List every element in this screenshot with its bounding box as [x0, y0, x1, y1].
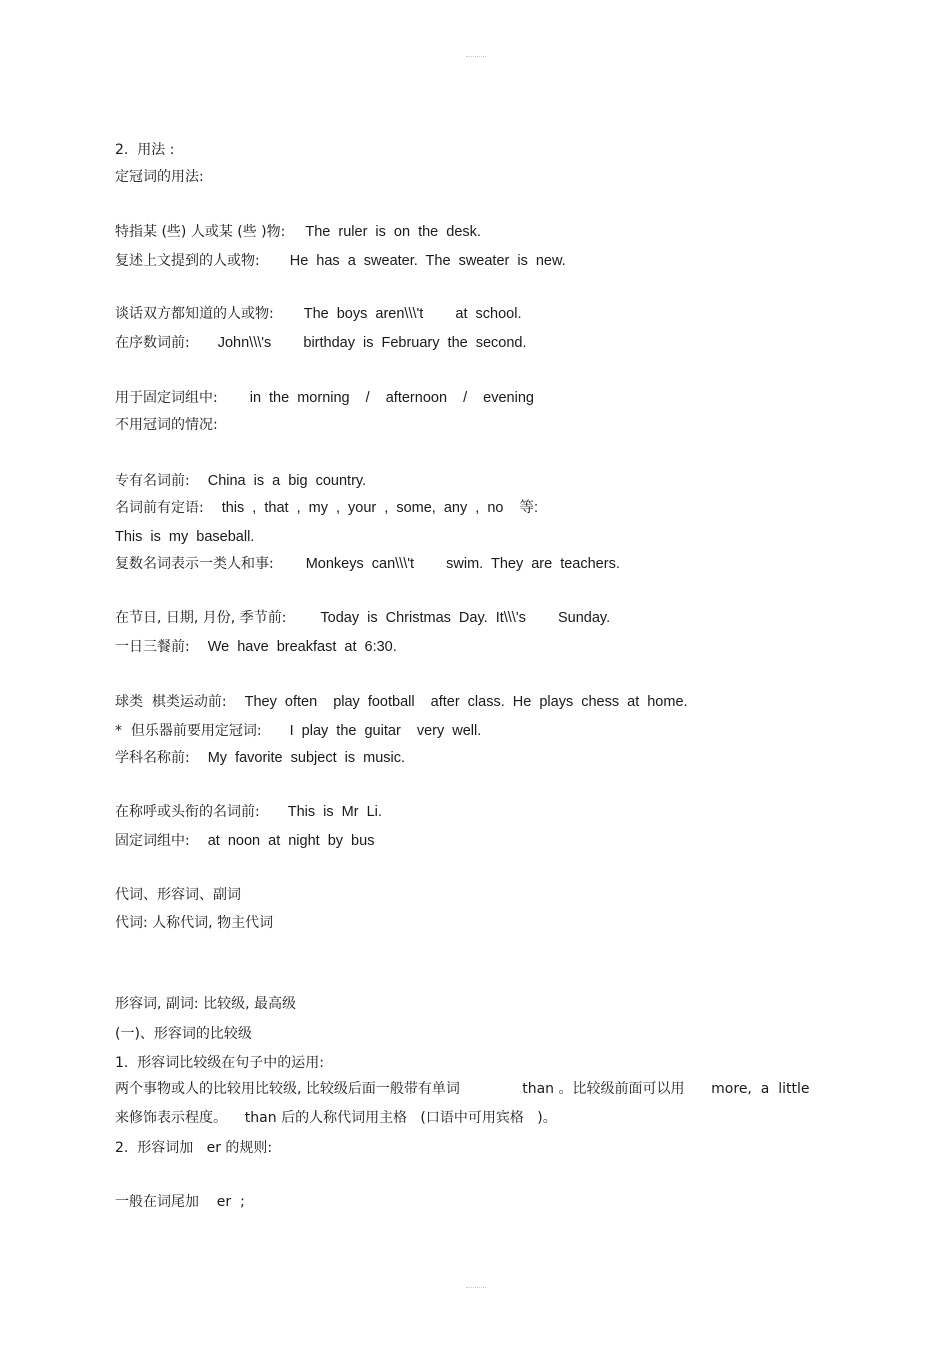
line-er-rule-general: 一般在词尾加 er ; — [115, 1194, 245, 1210]
line-definite-article-usage: 定冠词的用法: — [115, 169, 204, 185]
line-mutually-known: 谈话双方都知道的人或物: The boys aren\\\'t at school. — [115, 306, 522, 322]
line-pronoun-types: 代词: 人称代词, 物主代词 — [115, 915, 274, 931]
line-ordinal-numbers: 在序数词前: John\\\'s birthday is February the second. — [115, 335, 527, 351]
line-determiners: 名词前有定语: this , that , my , your , some, any , no 等: — [115, 500, 539, 516]
line-baseball-example: This is my baseball. — [115, 529, 255, 545]
header-mark — [466, 56, 486, 57]
line-instruments-note: * 但乐器前要用定冠词: I play the guitar very well. — [115, 723, 482, 739]
line-specific-reference: 特指某 (些) 人或某 (些 )物: The ruler is on the desk. — [115, 224, 481, 240]
line-meals: 一日三餐前: We have breakfast at 6:30. — [115, 639, 397, 655]
line-plural-nouns: 复数名词表示一类人和事: Monkeys can\\\'t swim. They are teachers. — [115, 556, 620, 572]
line-comparative-explanation: 两个事物或人的比较用比较级, 比较级后面一般带有单词 than 。比较级前面可以用 more, a little — [115, 1081, 810, 1097]
line-no-article-heading: 不用冠词的情况: — [115, 417, 218, 433]
line-titles: 在称呼或头衔的名词前: This is Mr Li. — [115, 804, 382, 820]
line-comparative-heading: (一)、形容词的比较级 — [115, 1026, 252, 1042]
line-usage-heading: 2. 用法 : — [115, 142, 175, 158]
line-er-rules-heading: 2. 形容词加 er 的规则: — [115, 1140, 273, 1156]
line-comparative-usage: 1. 形容词比较级在句子中的运用: — [115, 1055, 324, 1071]
line-comparison-degrees: 形容词, 副词: 比较级, 最高级 — [115, 996, 296, 1012]
line-than-pronoun-case: 来修饰表示程度。 than 后的人称代词用主格 (口语中可用宾格 )。 — [115, 1110, 557, 1126]
line-proper-nouns: 专有名词前: China is a big country. — [115, 473, 367, 489]
footer-mark — [466, 1287, 486, 1288]
line-fixed-phrases: 用于固定词组中: in the morning / afternoon / evening — [115, 390, 534, 406]
line-fixed-phrases-no-article: 固定词组中: at noon at night by bus — [115, 833, 375, 849]
line-holidays-dates: 在节日, 日期, 月份, 季节前: Today is Christmas Day. It\\\'s Sunday. — [115, 610, 611, 626]
line-pronouns-adjectives-adverbs: 代词、形容词、副词 — [115, 887, 241, 903]
line-school-subjects: 学科名称前: My favorite subject is music. — [115, 750, 406, 766]
line-previously-mentioned: 复述上文提到的人或物: He has a sweater. The sweater is new. — [115, 253, 566, 269]
line-sports-games: 球类 棋类运动前: They often play football after class. He plays chess at home. — [115, 694, 688, 710]
